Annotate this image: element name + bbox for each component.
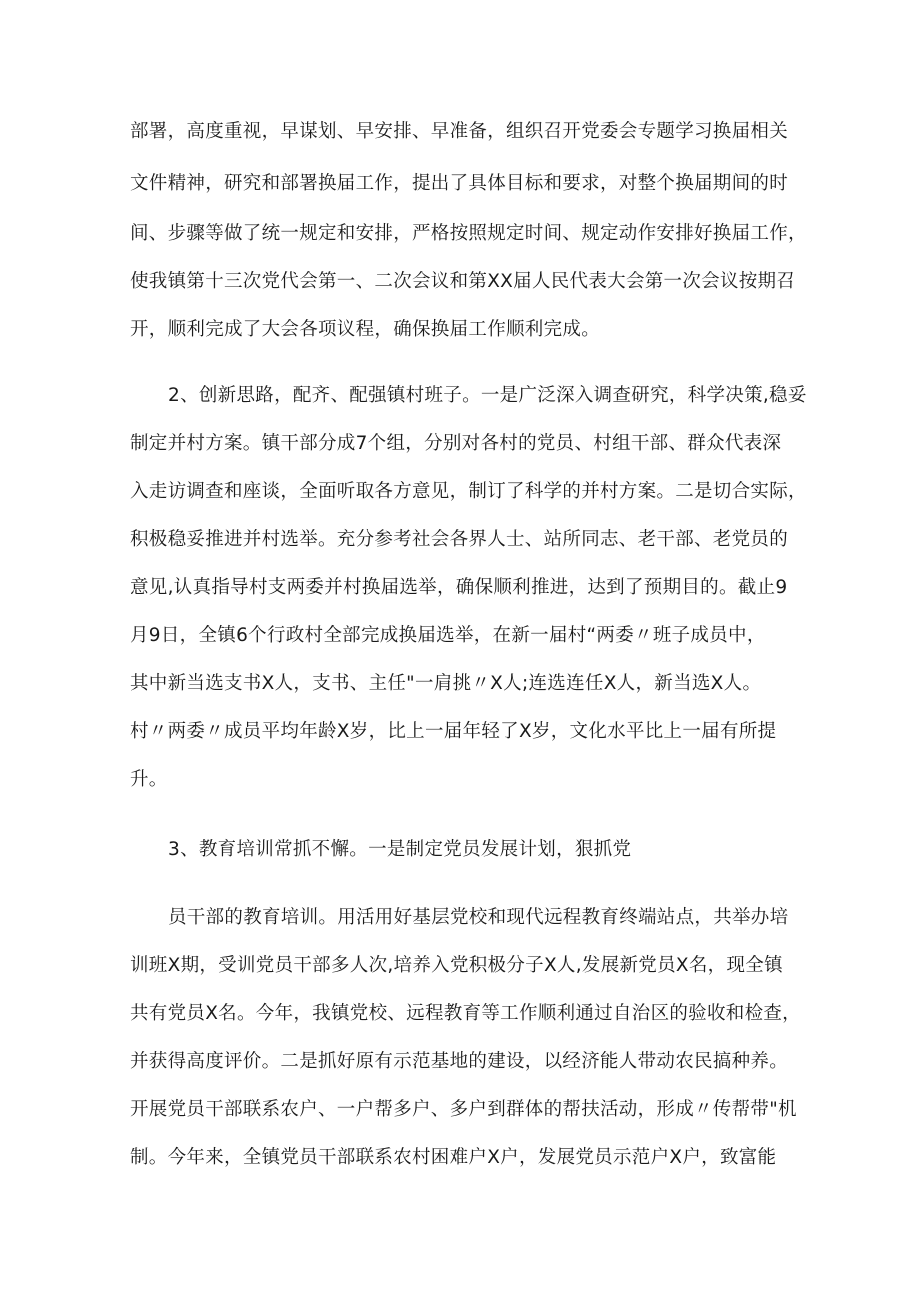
text-line-18: 共有党员X名。今年，我镇党校、远程教育等工作顺利通过自治区的验收和检查， — [130, 1003, 801, 1024]
text-line-12: 其中新当选支书X人，支书、主任"一肩挑〃X人;连选连任X人，新当选X人。 — [130, 673, 762, 694]
text-line-5: 开，顺利完成了大会各项议程，确保换届工作顺利完成。 — [130, 319, 601, 340]
text-line-21: 制。今年来，全镇党员干部联系农村困难户X户，发展党员示范户X户，致富能 — [130, 1147, 777, 1168]
text-line-2: 文件精神，研究和部署换届工作，提出了具体目标和要求，对整个换届期间的时 — [130, 173, 789, 194]
text-line-3: 间、步骤等做了统一规定和安排，严格按照规定时间、规定动作安排好换届工作， — [130, 223, 807, 244]
text-line-9: 积极稳妥推进并村选举。充分参考社会各界人士、站所同志、老干部、老党员的 — [130, 529, 789, 550]
text-line-7: 制定并村方案。镇干部分成7个组，分别对各村的党员、村组干部、群众代表深 — [130, 433, 782, 454]
text-line-8: 入走访调查和座谈，全面听取各方意见，制订了科学的并村方案。二是切合实际， — [130, 481, 807, 502]
text-line-20: 开展党员干部联系农户、一户帮多户、多户到群体的帮扶活动，形成〃传帮带"机 — [130, 1099, 797, 1120]
text-line-4: 使我镇第十三次党代会第一、二次会议和第XX届人民代表大会第一次会议按期召 — [130, 271, 796, 292]
text-line-13: 村〃两委〃成员平均年龄X岁，比上一届年轻了X岁，文化水平比上一届有所提 — [130, 721, 777, 742]
text-line-6: 2、创新思路，配齐、配强镇村班子。一是广泛深入调查研究，科学决策,稳妥 — [168, 385, 807, 406]
text-line-19: 并获得高度评价。二是抓好原有示范基地的建设，以经济能人带动农民搞种养。 — [130, 1051, 789, 1072]
text-line-15: 3、教育培训常抓不懈。一是制定党员发展计划，狠抓党 — [168, 839, 632, 860]
text-line-14: 升。 — [130, 769, 168, 790]
text-line-1: 部署，高度重视，早谋划、早安排、早准备，组织召开党委会专题学习换届相关 — [130, 121, 789, 142]
text-line-16: 员干部的教育培训。用活用好基层党校和现代远程教育终端站点，共举办培 — [168, 907, 789, 928]
text-line-17: 训班X期，受训党员干部多人次,培养入党积极分子X人,发展新党员X名，现全镇 — [130, 955, 783, 976]
text-line-11: 月9日，全镇6个行政村全部完成换届选举，在新一届村“两委〃班子成员中， — [130, 625, 766, 646]
text-line-10: 意见,认真指导村支两委并村换届选举，确保顺利推进，达到了预期目的。截止9 — [130, 577, 788, 598]
